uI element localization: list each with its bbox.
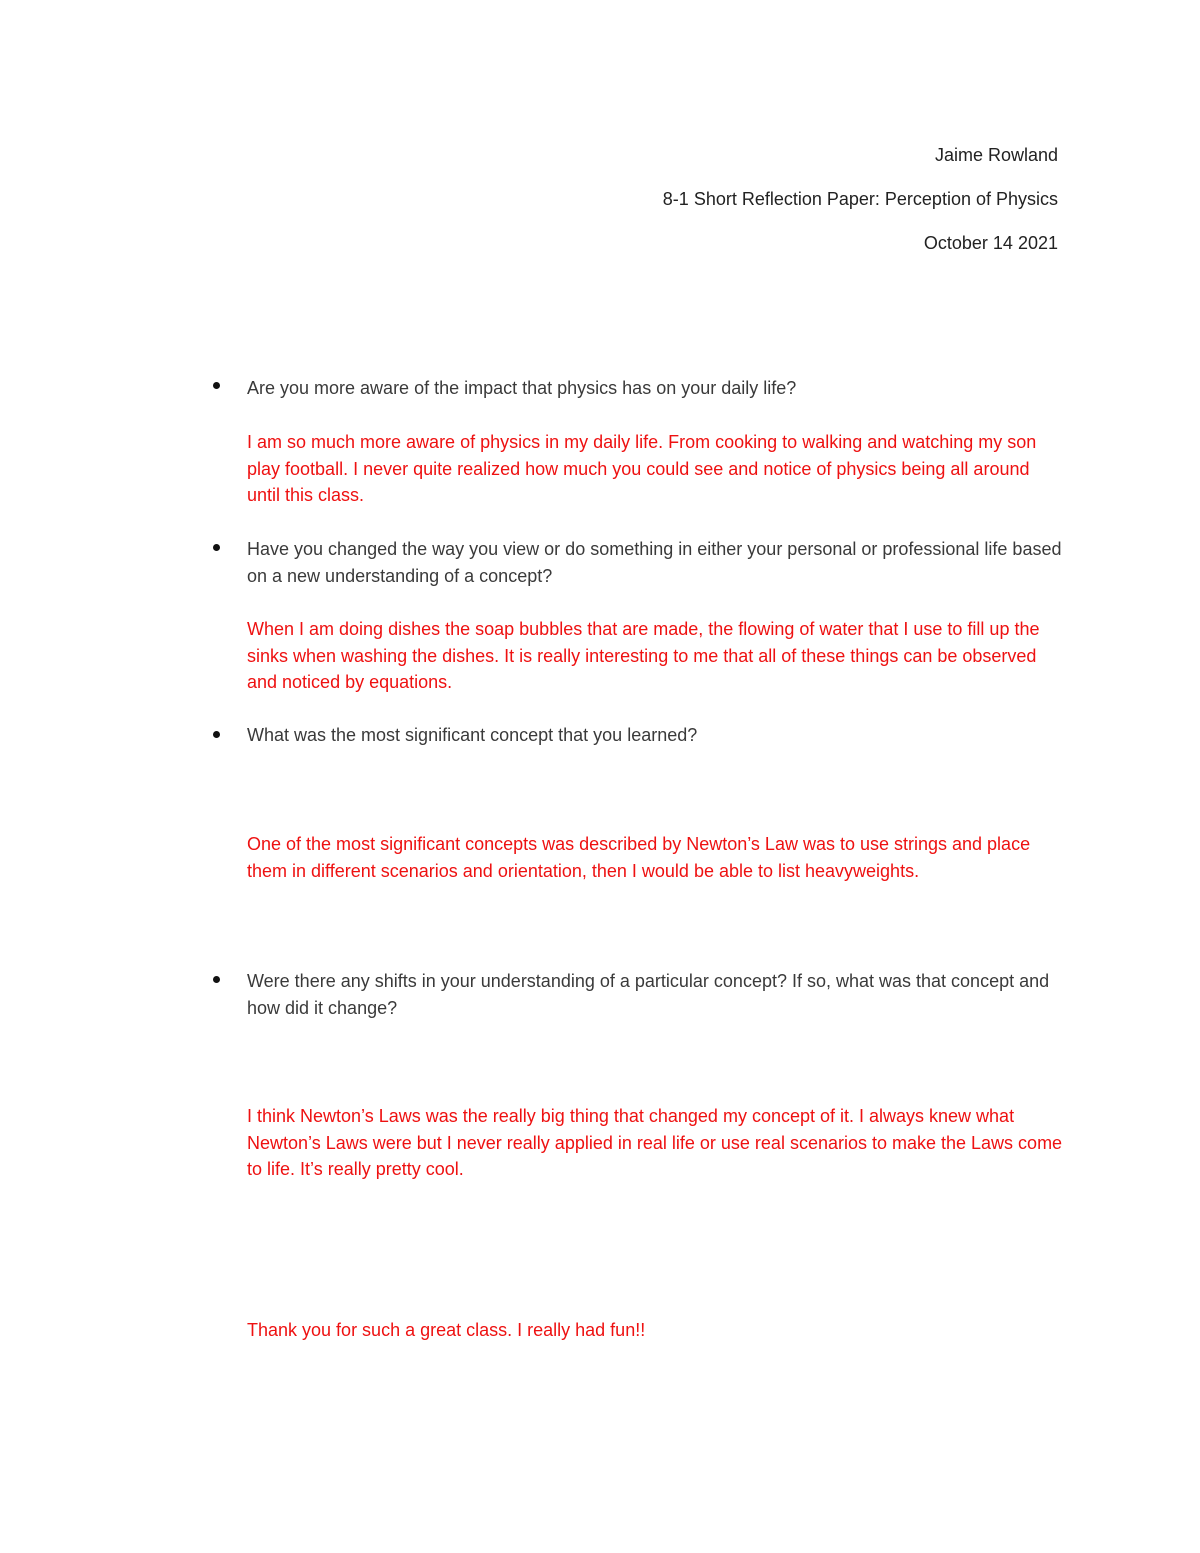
answer-4: I think Newton’s Laws was the really big thing that changed my concept of it. I always knew what Newton’s Laws were but I never really applied in real life or use real scenarios to make the Laws come to life. It’s really pretty cool. bbox=[247, 1106, 1063, 1179]
answer-2: When I am doing dishes the soap bubbles that are made, the flowing of water that I use to fill up the sinks when washing the dishes. It is really interesting to me that all of these things can be observed and noticed by equations. bbox=[247, 619, 1040, 692]
bullet-icon bbox=[213, 731, 220, 738]
question-2: Have you changed the way you view or do something in either your personal or professional life based on a new understanding of a concept? bbox=[247, 539, 1062, 586]
answer-3: One of the most significant concepts was described by Newton’s Law was to use strings and place them in different scenarios and orientation, then I would be able to list heavyweights. bbox=[247, 834, 1031, 881]
bullet-icon bbox=[213, 382, 220, 389]
paper-date: October 14 2021 bbox=[923, 233, 1058, 253]
paper-title: 8-1 Short Reflection Paper: Perception of Physics bbox=[662, 189, 1058, 209]
question-1: Are you more aware of the impact that physics has on your daily life? bbox=[247, 378, 797, 398]
bullet-icon bbox=[213, 976, 220, 983]
question-4: Were there any shifts in your understanding of a particular concept? If so, what was that concept and how did it change? bbox=[247, 971, 1050, 1018]
question-3: What was the most significant concept that you learned? bbox=[247, 725, 698, 745]
author-name: Jaime Rowland bbox=[934, 145, 1058, 165]
closing-note: Thank you for such a great class. I really had fun!! bbox=[247, 1320, 646, 1340]
bullet-icon bbox=[213, 544, 220, 551]
answer-1: I am so much more aware of physics in my daily life. From cooking to walking and watching my son play football. I never quite realized how much you could see and notice of physics being all around until this class. bbox=[247, 432, 1037, 505]
